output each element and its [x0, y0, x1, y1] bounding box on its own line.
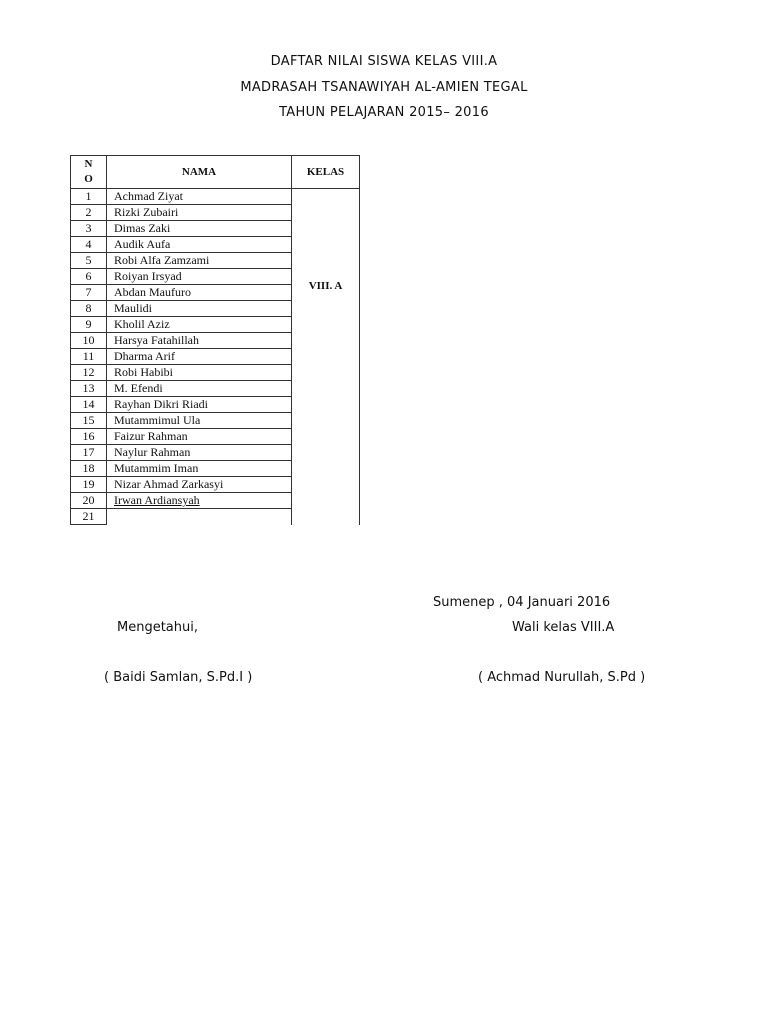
student-name: Harsya Fatahillah: [107, 333, 292, 349]
row-number: 6: [71, 269, 107, 285]
left-signatory-name: ( Baidi Samlan, S.Pd.I ): [104, 670, 253, 685]
student-name: [107, 509, 292, 525]
right-signature-label: Wali kelas VIII.A: [512, 620, 615, 635]
student-name: Achmad Ziyat: [107, 189, 292, 205]
row-number: 20: [71, 493, 107, 509]
column-header-no: [71, 156, 107, 189]
kelas-value: VIII. A: [292, 189, 360, 525]
row-number: 18: [71, 461, 107, 477]
column-header-kelas: KELAS: [292, 156, 360, 189]
right-signatory-name: ( Achmad Nurullah, S.Pd ): [478, 670, 646, 685]
column-header-no-line2: O: [84, 173, 93, 185]
row-number: 8: [71, 301, 107, 317]
student-name: Kholil Aziz: [107, 317, 292, 333]
row-number: 2: [71, 205, 107, 221]
student-name: Audik Aufa: [107, 237, 292, 253]
academic-year: TAHUN PELAJARAN 2015– 2016: [279, 105, 489, 120]
row-number: 17: [71, 445, 107, 461]
student-name: Irwan Ardiansyah: [107, 493, 292, 509]
student-name: Nizar Ahmad Zarkasyi: [107, 477, 292, 493]
row-number: 10: [71, 333, 107, 349]
student-name: Dimas Zaki: [107, 221, 292, 237]
row-number: 9: [71, 317, 107, 333]
column-header-name: NAMA: [107, 156, 292, 189]
row-number: 12: [71, 365, 107, 381]
student-table: [70, 155, 360, 525]
student-name: Robi Habibi: [107, 365, 292, 381]
place-date: Sumenep , 04 Januari 2016: [433, 595, 611, 610]
student-name: Naylur Rahman: [107, 445, 292, 461]
table-row: [71, 189, 360, 205]
row-number: 4: [71, 237, 107, 253]
school-name: MADRASAH TSANAWIYAH AL-AMIEN TEGAL: [240, 80, 528, 95]
student-name: Abdan Maufuro: [107, 285, 292, 301]
row-number: 15: [71, 413, 107, 429]
row-number: 13: [71, 381, 107, 397]
student-name: Rizki Zubairi: [107, 205, 292, 221]
document-title: DAFTAR NILAI SISWA KELAS VIII.A: [270, 54, 498, 69]
student-name: Mutammim Iman: [107, 461, 292, 477]
table-header-row: [71, 156, 360, 189]
row-number: 7: [71, 285, 107, 301]
student-name: Roiyan Irsyad: [107, 269, 292, 285]
row-number: 1: [71, 189, 107, 205]
row-number: 5: [71, 253, 107, 269]
row-number: 11: [71, 349, 107, 365]
student-name: Robi Alfa Zamzami: [107, 253, 292, 269]
student-name: Rayhan Dikri Riadi: [107, 397, 292, 413]
row-number: 21: [71, 509, 107, 525]
student-name: Faizur Rahman: [107, 429, 292, 445]
left-signature-label: Mengetahui,: [117, 620, 198, 635]
student-name: Dharma Arif: [107, 349, 292, 365]
column-header-no-line1: N: [84, 158, 93, 170]
row-number: 19: [71, 477, 107, 493]
row-number: 16: [71, 429, 107, 445]
student-name: Mutammimul Ula: [107, 413, 292, 429]
student-name: Maulidi: [107, 301, 292, 317]
student-name: M. Efendi: [107, 381, 292, 397]
row-number: 3: [71, 221, 107, 237]
row-number: 14: [71, 397, 107, 413]
